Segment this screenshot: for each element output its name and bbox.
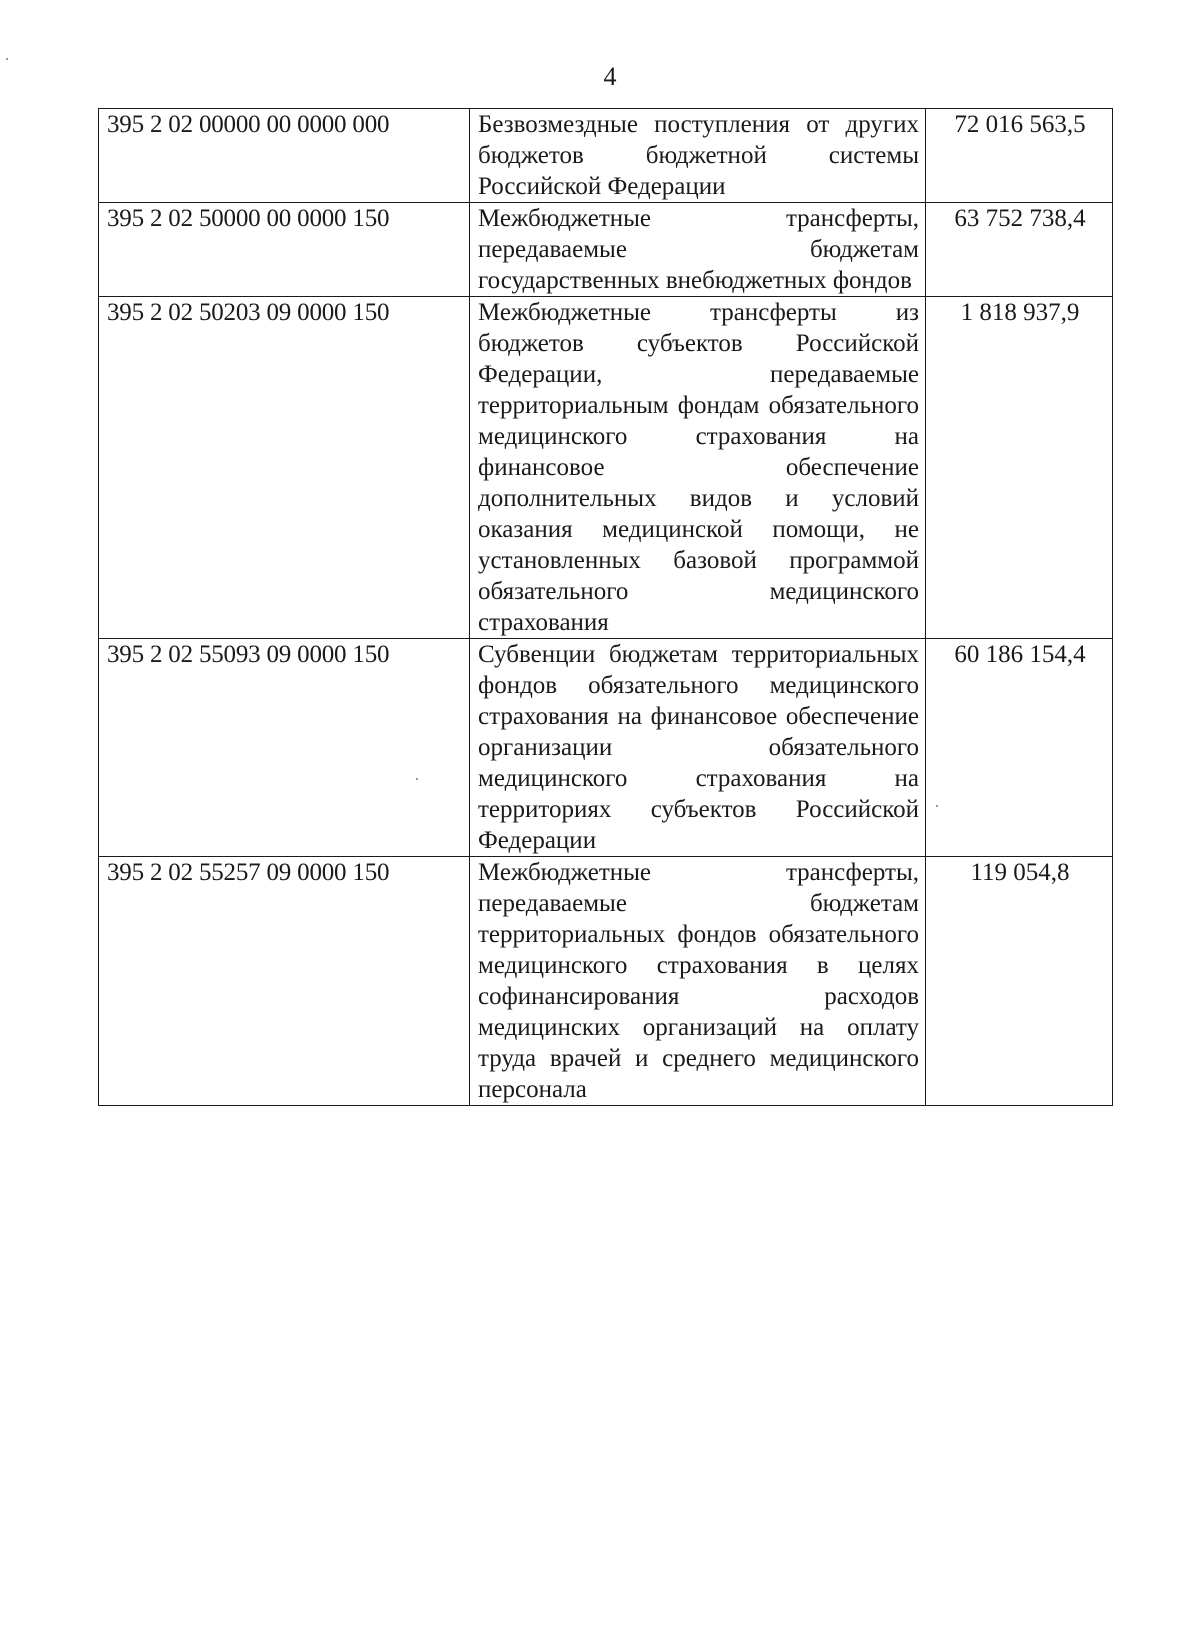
table-row (99, 639, 1113, 857)
budget-table (98, 108, 1113, 1106)
revenue-name: Субвенции бюджетам территориальных фондов обязательного медицинского страхования на финансовое обеспечение организации обязательного медицинского страхования на территориях субъектов Российской Федерации (470, 639, 926, 857)
page-number: 4 (603, 62, 617, 91)
amount: 1 818 937,9 (926, 297, 1113, 639)
budget-code: 395 2 02 00000 00 0000 000 (99, 109, 470, 203)
amount: 119 054,8 (926, 857, 1113, 1106)
revenue-name: Межбюджетные трансферты, передаваемые бюджетам территориальных фондов обязательного медицинского страхования в целях софинансирования расходов медицинских организаций на оплату труда врачей и среднего медицинского персонала (470, 857, 926, 1106)
scan-speck (6, 58, 8, 60)
amount: 72 016 563,5 (926, 109, 1113, 203)
budget-code: 395 2 02 55257 09 0000 150 (99, 857, 470, 1106)
revenue-name: Безвозмездные поступления от других бюджетов бюджетной системы Российской Федерации (470, 109, 926, 203)
revenue-name: Межбюджетные трансферты, передаваемые бюджетам государственных внебюджетных фондов (470, 203, 926, 297)
table-row (99, 109, 1113, 203)
amount: 63 752 738,4 (926, 203, 1113, 297)
scan-speck (416, 778, 418, 780)
revenue-name: Межбюджетные трансферты из бюджетов субъектов Российской Федерации, передаваемые территориальным фондам обязательного медицинского страхования на финансовое обеспечение дополнительных видов и условий оказания медицинской помощи, не установленных базовой программой обязательного медицинского страхования (470, 297, 926, 639)
table-row (99, 857, 1113, 1106)
table-row (99, 203, 1113, 297)
budget-code: 395 2 02 55093 09 0000 150 (99, 639, 470, 857)
scan-speck (936, 805, 938, 807)
amount: 60 186 154,4 (926, 639, 1113, 857)
table-row (99, 297, 1113, 639)
budget-code: 395 2 02 50000 00 0000 150 (99, 203, 470, 297)
budget-code: 395 2 02 50203 09 0000 150 (99, 297, 470, 639)
